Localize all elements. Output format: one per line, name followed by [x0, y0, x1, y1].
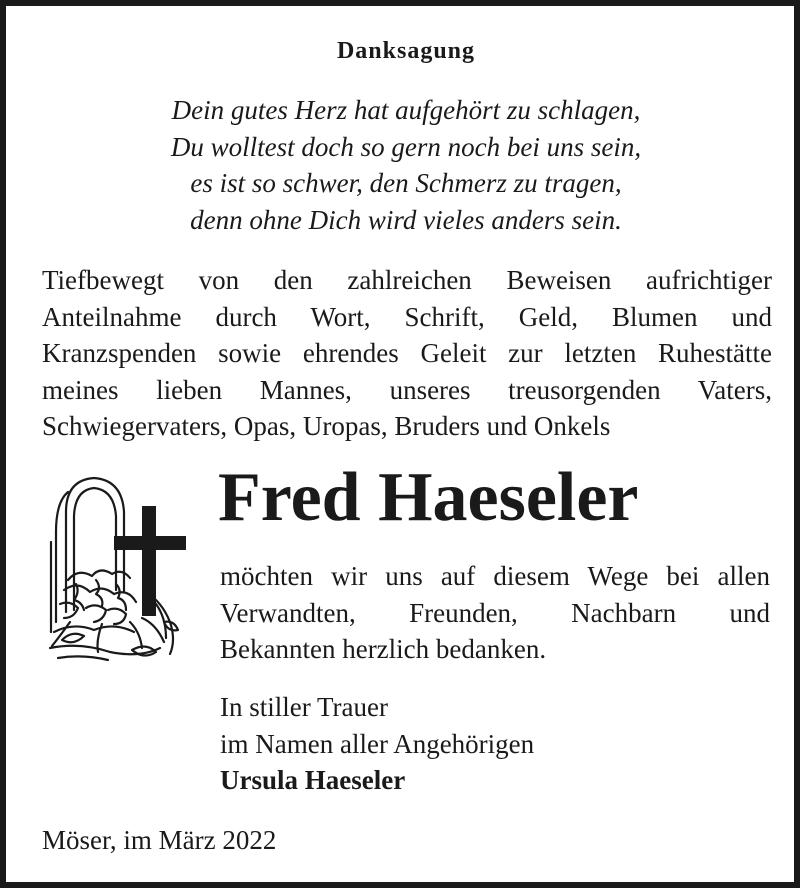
signoff	[220, 689, 740, 799]
poem-line: denn ohne Dich wird vieles anders sein.	[190, 204, 622, 235]
intro-line: Tiefbewegt von den zahlreichen Beweisen aufrichtiger	[42, 265, 772, 295]
signer-name: Ursula Haeseler	[220, 765, 406, 795]
deceased-name: Fred Haeseler	[218, 459, 639, 536]
poem-line: es ist so schwer, den Schmerz zu tragen,	[190, 168, 622, 198]
thanks-line: möchten wir uns auf diesem Wege bei allen	[220, 561, 770, 591]
poem-line: Dein gutes Herz hat aufgehört zu schlagen,	[171, 95, 641, 125]
signoff-line: In stiller Trauer	[220, 692, 388, 722]
poem	[6, 92, 800, 238]
intro-paragraph	[42, 262, 772, 445]
intro-line: Kranzspenden sowie ehrendes Geleit zur letzten Ruhestätte	[42, 338, 772, 368]
notice-heading: Danksagung	[336, 38, 476, 64]
cross-with-gravestone-and-flowers-icon	[46, 472, 196, 672]
thanks-line: Verwandten, Freunden, Nachbarn und	[220, 597, 770, 628]
thanks-line: Bekannten herzlich bedanken.	[220, 634, 547, 664]
intro-line: Anteilnahme durch Wort, Schrift, Geld, Blumen und	[42, 301, 772, 332]
intro-line: Schwiegervaters, Opas, Uropas, Bruders und Onkels	[42, 411, 611, 441]
thanks-paragraph	[220, 558, 770, 668]
poem-line: Du wolltest doch so gern noch bei uns sein,	[170, 131, 642, 162]
intro-line: meines lieben Mannes, unseres treusorgenden Vaters,	[42, 374, 772, 405]
signoff-line: im Namen aller Angehörigen	[220, 728, 535, 759]
place-and-date: Möser, im März 2022	[42, 825, 277, 855]
